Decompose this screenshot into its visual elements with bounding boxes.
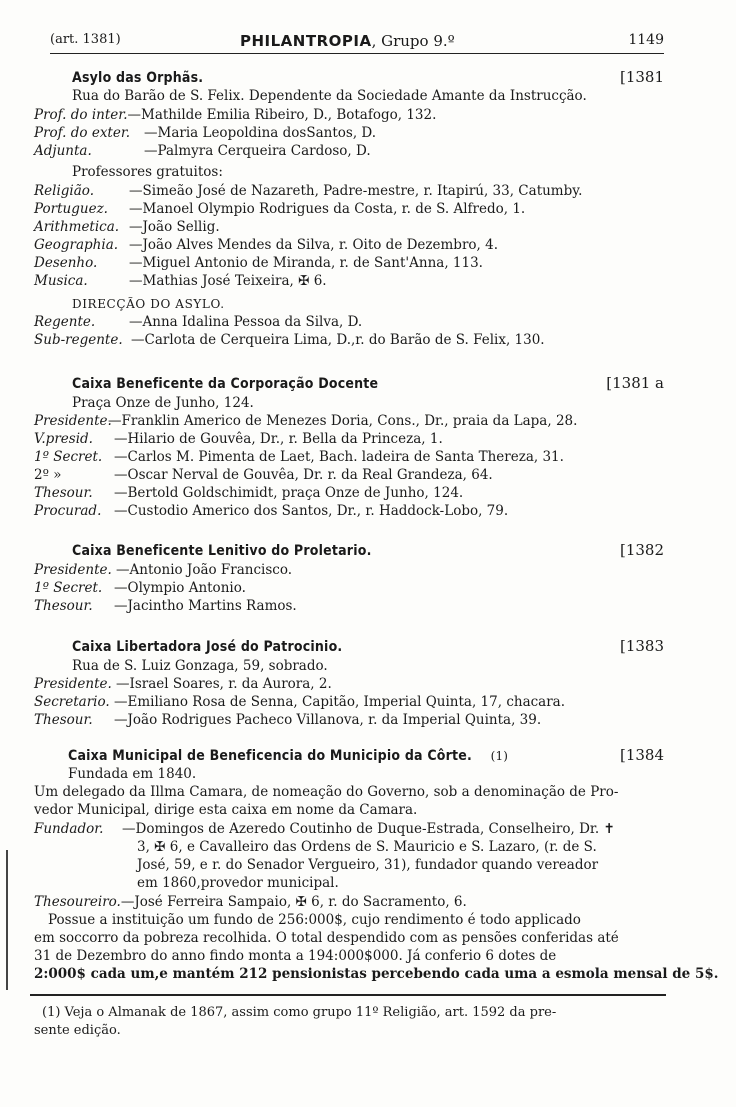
libertadora-member-row [34,694,565,710]
footnote-line: (1) Veja o Almanak de 1867, assim como grupo 11º Religião, art. 1592 da pre- [42,1005,557,1020]
professor-subject: Musica. [34,273,88,289]
municipal-desc-line: Um delegado da Illma Camara, de nomeação do Governo, sob a denominação de Pro- [34,784,619,800]
docente-member-row [34,431,443,447]
header-article: (art. 1381) [50,32,121,47]
professor-name: —Mathias José Teixeira, ✠ 6. [129,273,327,289]
treasurer-text: —José Ferreira Sampaio, ✠ 6, r. do Sacramento, 6. [120,894,467,910]
member-role: Presidente. [34,562,112,578]
member-name: —Olympio Antonio. [114,580,246,596]
direction-role: Sub-regente. [34,332,123,348]
header-title: PHILANTROPIA [240,32,372,50]
libertadora-title: Caixa Libertadora José do Patrocinio. [72,639,343,655]
docente-member-row [34,503,508,519]
municipal-desc-line: vedor Municipal, dirige esta caixa em nome da Camara. [34,802,418,818]
professor-row [34,183,582,199]
docente-member-row [34,449,564,465]
docente-member-row [34,413,577,429]
municipal-title-text: Caixa Municipal de Beneficencia do Municipio da Côrte. [68,748,472,764]
professor-name: —Miguel Antonio de Miranda, r. de Sant'Anna, 113. [129,255,483,271]
professor-name: —Manoel Olympio Rodrigues da Costa, r. de S. Alfredo, 1. [129,201,526,217]
staff-role: Prof. do exter. [34,125,131,141]
professor-name: —João Alves Mendes da Silva, r. Oito de Dezembro, 4. [129,237,498,253]
direction-name: —Anna Idalina Pessoa da Silva, D. [129,314,363,330]
member-role: Secretario. [34,694,110,710]
lenitivo-member-row [34,580,246,596]
member-role: V.presid. [34,431,93,447]
staff-role: Prof. do inter. [34,107,128,123]
member-name: —Hilario de Gouvêa, Dr., r. Bella da Princeza, 1. [114,431,443,447]
margin-mark [6,850,8,990]
member-name: —Franklin Americo de Menezes Doria, Cons., Dr., praia da Lapa, 28. [108,413,578,429]
asylo-title: Asylo das Orphãs. [72,70,204,86]
founder-line: 3, ✠ 6, e Cavalleiro das Ordens de S. Mauricio e S. Lazaro, (r. de S. [137,839,597,855]
member-role: 1º Secret. [34,449,103,465]
professor-subject: Geographia. [34,237,119,253]
docente-title: Caixa Beneficente da Corporação Docente [72,376,379,392]
footnote-rule [30,994,666,996]
founder-line: em 1860,provedor municipal. [137,875,339,891]
docente-number: [1381 a [606,374,664,392]
founder-line: José, 59, e r. do Senador Vergueiro, 31), fundador quando vereador [137,857,599,873]
member-role: Thesour. [34,712,93,728]
professor-row [34,237,498,253]
fund-para-line: 31 de Dezembro do anno findo monta a 194:000$000. Já conferio 6 dotes de [34,948,557,964]
docente-address: Praça Onze de Junho, 124. [72,395,254,411]
treasurer-row [34,894,467,910]
fund-para-line: em soccorro da pobreza recolhida. O total despendido com as pensões conferidas até [34,930,619,946]
direction-role: Regente. [34,314,96,330]
member-role: 2º » [34,467,62,483]
professor-row [34,255,483,271]
professor-subject: Desenho. [34,255,98,271]
direction-name: —Carlota de Cerqueira Lima, D.,r. do Barão de S. Felix, 130. [131,332,545,348]
professor-name: —Simeão José de Nazareth, Padre-mestre, r. Itapirú, 33, Catumby. [129,183,583,199]
lenitivo-number: [1382 [619,541,664,559]
direction-row [34,332,545,348]
professors-heading: Professores gratuitos: [72,164,223,180]
municipal-number: [1384 [619,746,664,764]
asylo-address: Rua do Barão de S. Felix. Dependente da Sociedade Amante da Instrucção. [72,88,587,104]
docente-member-row [34,485,463,501]
professor-name: —João Sellig. [129,219,220,235]
member-role: Procurad. [34,503,102,519]
municipal-founded: Fundada em 1840. [68,766,197,782]
founder-text: —Domingos de Azeredo Coutinho de Duque-Estrada, Conselheiro, Dr. ✝ [122,821,615,837]
founder-role: Fundador. [34,821,104,837]
municipal-title [68,748,508,764]
staff-name: —Maria Leopoldina dosSantos, D. [144,125,377,141]
member-role: Thesour. [34,598,93,614]
member-name: —Antonio João Francisco. [116,562,293,578]
member-role: 1º Secret. [34,580,103,596]
libertadora-member-row [34,712,541,728]
fund-para-line: 2:000$ cada um,e mantém 212 pensionistas percebendo cada uma a esmola mensal de 5$. [34,966,719,982]
staff-name: —Palmyra Cerqueira Cardoso, D. [144,143,371,159]
member-role: Presidente. [34,676,112,692]
footnote-ref: (1) [490,749,509,763]
header-group: , Grupo 9.º [371,32,455,50]
professor-row [34,219,220,235]
founder-row [34,821,615,837]
professor-subject: Portuguez. [34,201,108,217]
lenitivo-member-row [34,562,292,578]
staff-row [34,107,436,123]
header-rule [50,53,664,54]
direction-heading: DIRECÇÃO DO ASYLO. [72,297,225,311]
member-name: —Israel Soares, r. da Aurora, 2. [116,676,332,692]
asylo-number: [1381 [619,68,664,86]
member-name: —Jacintho Martins Ramos. [114,598,297,614]
lenitivo-title: Caixa Beneficente Lenitivo do Proletario. [72,543,372,559]
libertadora-member-row [34,676,332,692]
libertadora-number: [1383 [619,637,664,655]
libertadora-address: Rua de S. Luiz Gonzaga, 59, sobrado. [72,658,328,674]
lenitivo-member-row [34,598,297,614]
professor-subject: Religião. [34,183,94,199]
fund-para-line: Possue a instituição um fundo de 256:000$, cujo rendimento é todo applicado [48,912,581,928]
member-name: —Oscar Nerval de Gouvêa, Dr. r. da Real Grandeza, 64. [114,467,493,483]
page-number: 1149 [628,32,664,48]
staff-role: Adjunta. [34,143,92,159]
member-name: —Emiliano Rosa de Senna, Capitão, Imperial Quinta, 17, chacara. [114,694,566,710]
member-name: —Custodio Americo dos Santos, Dr., r. Haddock-Lobo, 79. [114,503,509,519]
member-name: —Bertold Goldschimidt, praça Onze de Junho, 124. [114,485,464,501]
member-name: —João Rodrigues Pacheco Villanova, r. da Imperial Quinta, 39. [114,712,542,728]
docente-member-row [34,467,493,483]
page-header [50,32,664,52]
staff-name: —Mathilde Emilia Ribeiro, D., Botafogo, 132. [127,107,437,123]
professor-row [34,273,327,289]
footnote-line: sente edição. [34,1023,121,1038]
header-section [240,32,455,50]
treasurer-role: Thesoureiro. [34,894,121,910]
member-role: Thesour. [34,485,93,501]
professor-row [34,201,525,217]
staff-row [34,143,371,159]
member-role: Presidente. [34,413,112,429]
member-name: —Carlos M. Pimenta de Laet, Bach. ladeira de Santa Thereza, 31. [114,449,564,465]
staff-row [34,125,376,141]
direction-row [34,314,362,330]
professor-subject: Arithmetica. [34,219,120,235]
